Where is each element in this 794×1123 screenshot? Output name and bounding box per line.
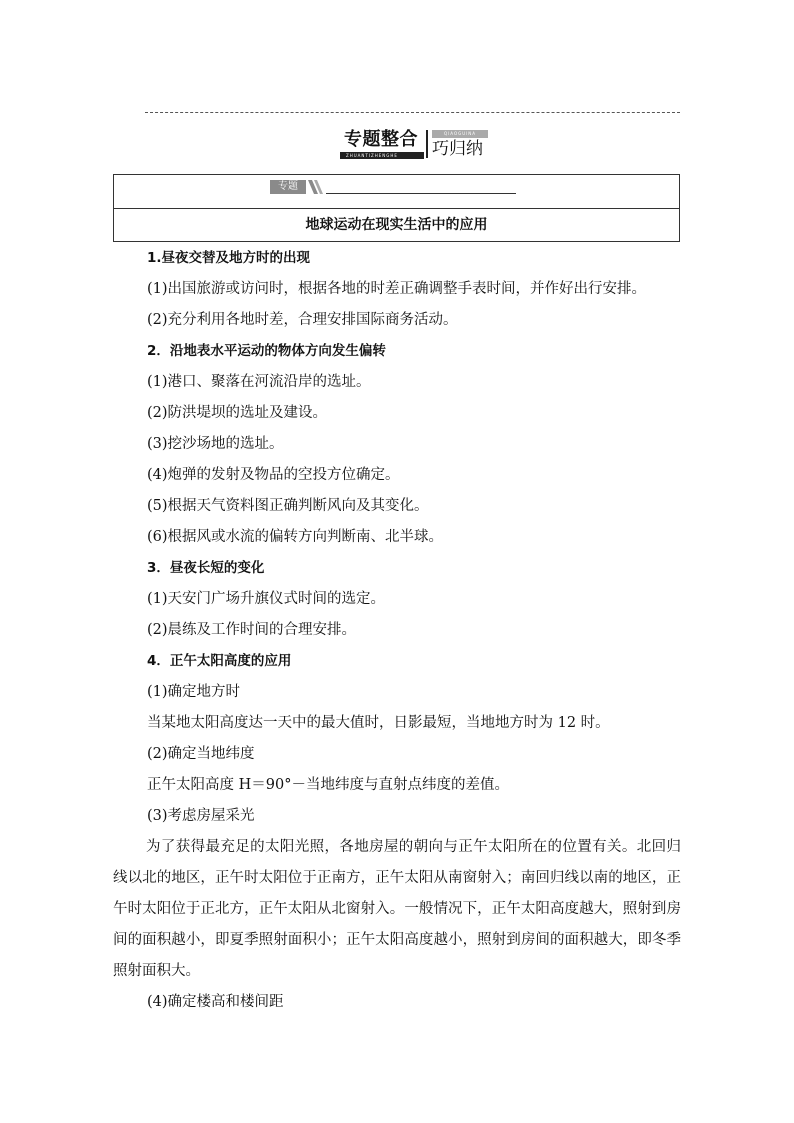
logo-sub-text: 巧归纳 <box>432 139 483 159</box>
section-heading: 2．沿地表水平运动的物体方向发生偏转 <box>147 343 386 359</box>
stripes-icon <box>308 180 326 194</box>
list-item: (3)挖沙场地的选址。 <box>147 436 284 452</box>
section-heading: 4．正午太阳高度的应用 <box>147 653 292 669</box>
list-item: (1)确定地方时 <box>147 684 241 700</box>
logo-bracket <box>426 130 428 158</box>
logo-pinyin-right: QIAOGUINA <box>432 130 488 138</box>
list-item: (2)充分利用各地时差，合理安排国际商务活动。 <box>147 312 458 328</box>
list-item: 当某地太阳高度达一天中的最大值时，日影最短，当地地方时为 12 时。 <box>147 715 610 731</box>
topic-tag: 专题 <box>270 180 306 194</box>
top-dotted-rule <box>145 112 680 113</box>
list-item: (1)出国旅游或访问时，根据各地的时差正确调整手表时间，并作好出行安排。 <box>147 281 647 297</box>
list-item: (6)根据风或水流的偏转方向判断南、北半球。 <box>147 529 444 545</box>
list-item: (2)晨练及工作时间的合理安排。 <box>147 622 357 638</box>
list-item: (4)确定楼高和楼间距 <box>147 994 284 1010</box>
list-item: (2)确定当地纬度 <box>147 746 255 762</box>
list-item: (1)港口、聚落在河流沿岸的选址。 <box>147 374 371 390</box>
topic-tag-line <box>326 193 516 194</box>
list-item: (3)考虑房屋采光 <box>147 808 255 824</box>
list-item: (5)根据天气资料图正确判断风向及其变化。 <box>147 498 429 514</box>
logo-pinyin-left: ZHUANTIZHENGHE <box>346 153 398 158</box>
content-body <box>113 243 683 1018</box>
list-item: (1)天安门广场升旗仪式时间的选定。 <box>147 591 386 607</box>
section-logo <box>340 128 490 160</box>
logo-main-text: 专题整合 <box>344 129 418 150</box>
list-item: (4)炮弹的发射及物品的空投方位确定。 <box>147 467 400 483</box>
list-item: 正午太阳高度 H＝90°－当地纬度与直射点纬度的差值。 <box>147 777 509 793</box>
section-heading: 3．昼夜长短的变化 <box>147 560 265 576</box>
body-paragraph: 为了获得最充足的太阳光照，各地房屋的朝向与正午太阳所在的位置有关。北回归线以北的地区，正午时太阳位于正南方，正午太阳从南窗射入；南回归线以南的地区，正午时太阳位于正北方，正午太阳从北窗射入。一般情况下，正午太阳高度越大，照射到房间的面积越小，即夏季照射面积小；正午太阳高度越小，照射到房间的面积越大，即冬季照射面积大。 <box>113 839 681 979</box>
list-item: (2)防洪堤坝的选址及建设。 <box>147 405 328 421</box>
section-heading: 1.昼夜交替及地方时的出现 <box>147 250 311 266</box>
topic-box <box>113 174 680 242</box>
topic-title: 地球运动在现实生活中的应用 <box>305 217 488 233</box>
